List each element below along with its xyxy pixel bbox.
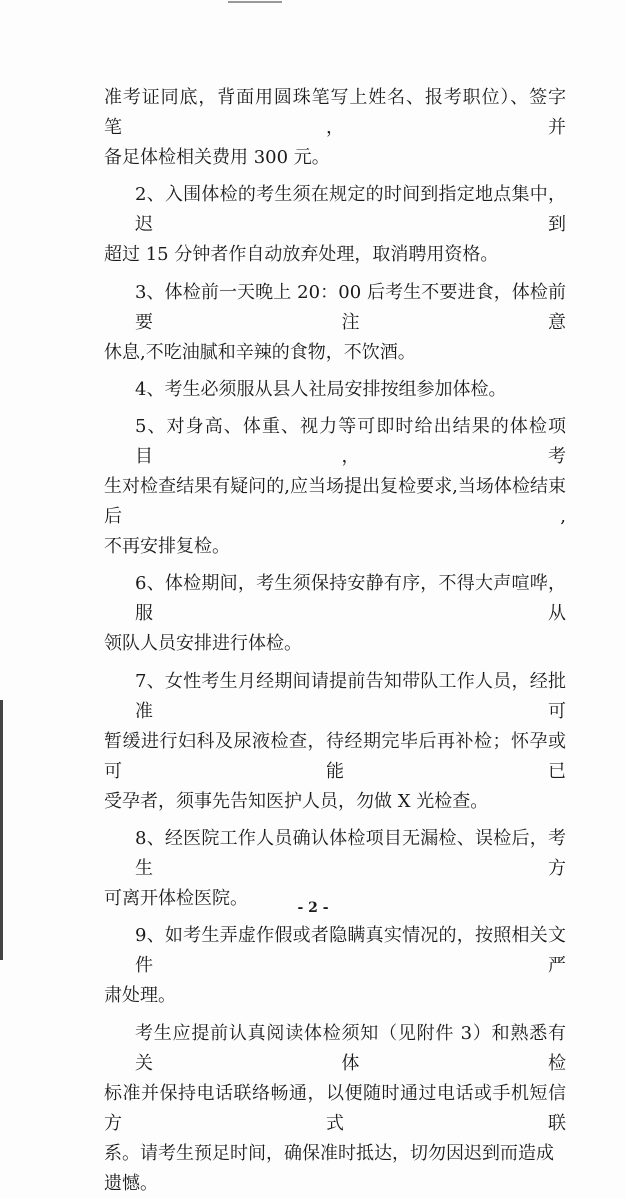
text-line: 4、考生必须服从县人社局安排按组参加体检。: [135, 378, 507, 400]
paragraph: [104, 83, 566, 180]
scan-artifact-left-edge: [0, 700, 3, 960]
text-line: 领队人员安排进行体检。: [104, 633, 302, 655]
text-line: 考生应提前认真阅读体检须知（见附件 3）和熟悉有关体检: [135, 1022, 566, 1074]
paragraph: [104, 180, 566, 277]
paragraph: [104, 569, 566, 666]
text-line: 不再安排复检。: [104, 536, 230, 558]
text-line: 可离开体检医院。: [104, 888, 248, 910]
text-line: 3、体检前一天晚上 20：00 后考生不要进食，体检前要注意: [135, 281, 566, 333]
document-body: [104, 83, 566, 1199]
text-line: 肃处理。: [104, 985, 176, 1007]
text-line: 9、如考生弄虚作假或者隐瞒真实情况的，按照相关文件严: [135, 925, 566, 977]
text-line: 8、经医院工作人员确认体检项目无漏检、误检后，考生方: [135, 828, 566, 880]
text-line: 休息,不吃油腻和辛辣的食物，不饮酒。: [104, 341, 416, 363]
paragraph: [104, 667, 566, 824]
page-number: - 2 -: [297, 900, 329, 916]
text-line: 暂缓进行妇科及尿液检查，待经期完毕后再补检；怀孕或可能已: [104, 730, 566, 782]
text-line: 标准并保持电话联络畅通，以便随时通过电话或手机短信方式联: [104, 1082, 566, 1134]
text-line: 生对检查结果有疑问的,应当场提出复检要求,当场体检结束后,: [104, 476, 566, 528]
paragraph: [104, 1019, 566, 1199]
text-line: 7、女性考生月经期间请提前告知带队工作人员，经批准可: [135, 670, 566, 722]
paragraph: [104, 278, 566, 375]
paragraph: [104, 375, 566, 412]
text-line: 超过 15 分钟者作自动放弃处理，取消聘用资格。: [104, 244, 499, 266]
text-line: 准考证同底，背面用圆珠笔写上姓名、报考职位）、签字笔，并: [104, 87, 566, 138]
text-line: 2、入围体检的考生须在规定的时间到指定地点集中，迟到: [135, 184, 566, 236]
paragraph: [104, 412, 566, 569]
text-line: 备足体检相关费用 300 元。: [104, 147, 330, 168]
text-line: 受孕者，须事先告知医护人员，勿做 X 光检查。: [104, 790, 489, 812]
paragraph: [104, 921, 566, 1018]
text-line: 系。请考生预足时间，确保准时抵达，切勿因迟到而造成遗憾。: [104, 1142, 554, 1194]
scan-artifact-top: [228, 1, 282, 3]
text-line: 5、对身高、体重、视力等可即时给出结果的体检项目，考: [135, 416, 566, 468]
text-line: 6、体检期间，考生须保持安静有序，不得大声喧哗，服从: [135, 573, 566, 625]
